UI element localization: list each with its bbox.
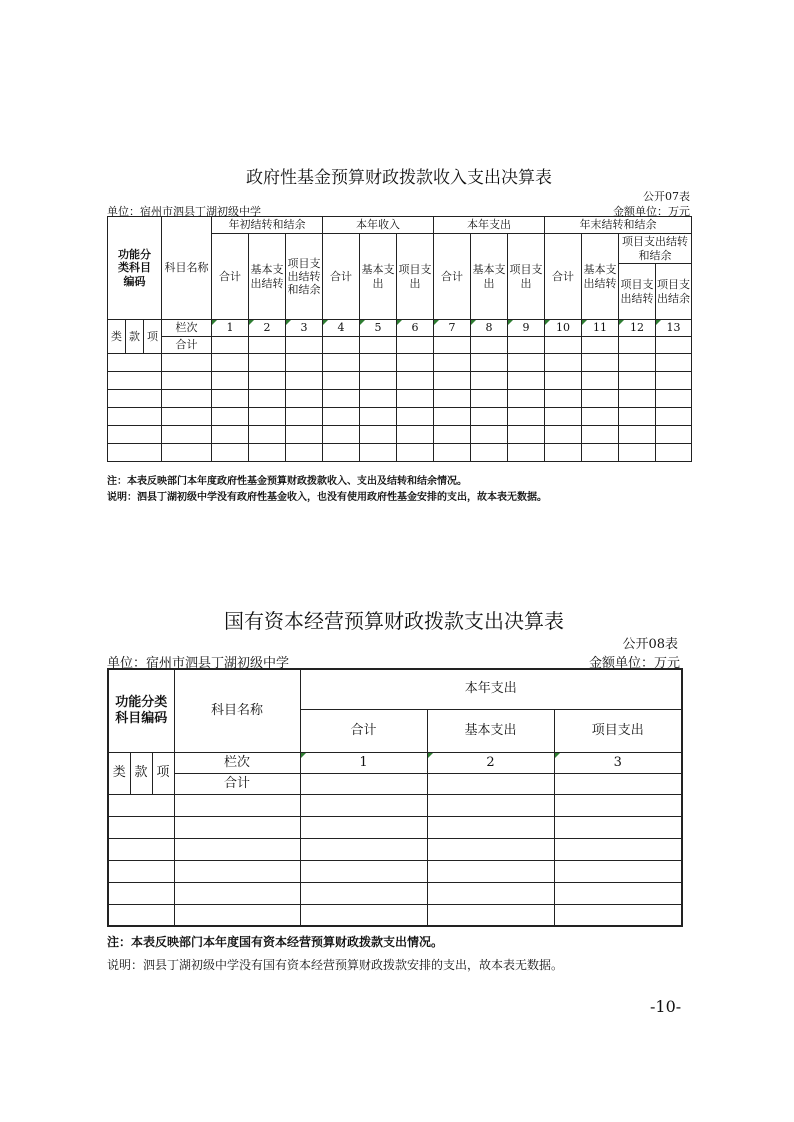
t1-h-project-out-3: 项目支出 [508,234,545,320]
t1-col-number: 4 [323,320,360,337]
t2-col-number: 3 [554,752,682,773]
t1-h-total-1: 合计 [212,234,249,320]
t1-kuan: 款 [126,320,144,354]
t1-col-number: 1 [212,320,249,337]
table2 [107,668,683,927]
t2-lanci: 栏次 [174,752,300,773]
table2-explanation: 说明：泗县丁湖初级中学没有国有资本经营预算财政拨款安排的支出，故本表无数据。 [107,958,564,972]
t1-col-number: 8 [471,320,508,337]
table1-title: 政府性基金预算财政拨款收入支出决算表 [246,168,552,188]
t1-total-row [108,337,692,354]
table1-amount-unit: 金额单位：万元 [613,205,690,218]
table1-unit: 单位：宿州市泗县丁湖初级中学 [107,205,261,218]
t1-xiang: 项 [144,320,162,354]
t2-group-expense: 本年支出 [300,669,682,709]
t1-lanci: 栏次 [162,320,212,337]
t2-heji: 合计 [174,773,300,794]
t1-func-code-header: 功能分类科目编码 [108,217,162,320]
t1-col-number: 13 [656,320,692,337]
t2-subject-name-header: 科目名称 [174,669,300,752]
t1-h-project-carry-short: 项目支出结转 [619,264,656,320]
table2-unit: 单位：宿州市泗县丁湖初级中学 [107,656,290,671]
table-row [108,904,682,926]
t1-col-number: 9 [508,320,545,337]
t1-h-total-2: 合计 [323,234,360,320]
table-row [108,372,692,390]
table-row [108,426,692,444]
t2-h-project-out: 项目支出 [554,709,682,752]
t2-total-row [108,773,682,794]
table2-title: 国有资本经营预算财政拨款支出决算表 [224,609,564,633]
t1-group-end: 年末结转和结余 [545,217,692,234]
t2-column-number-row [108,752,682,773]
table-row [108,354,692,372]
t1-group-begin: 年初结转和结余 [212,217,323,234]
t1-group-income: 本年收入 [323,217,434,234]
t1-h-total-3: 合计 [434,234,471,320]
t1-col-number: 11 [582,320,619,337]
table-row [108,408,692,426]
table-row [108,390,692,408]
table1 [107,216,692,462]
t1-h-project-out-2: 项目支出 [397,234,434,320]
t1-h-project-balance-short: 项目支出结余 [656,264,692,320]
table2-note: 注：本表反映部门本年度国有资本经营预算财政拨款支出情况。 [107,935,444,949]
table-row [108,882,682,904]
page-number: -10- [650,997,682,1016]
t1-h-basic-carry-1: 基本支出结转 [249,234,286,320]
t1-group-expense: 本年支出 [434,217,545,234]
t1-h-project-carry-balance: 项目支出结转和结余 [286,234,323,320]
table-row [108,444,692,462]
t1-h-project-carry: 项目支出结转和结余 [619,234,692,264]
t2-col-number: 2 [427,752,554,773]
table2-form-number: 公开08表 [622,637,678,652]
t1-column-number-row [108,320,692,337]
t1-h-basic-out-3: 基本支出 [471,234,508,320]
t1-heji: 合计 [162,337,212,354]
t1-lei: 类 [108,320,126,354]
t1-subject-name-header: 科目名称 [162,217,212,320]
table2-amount-unit: 金额单位：万元 [588,656,680,671]
t2-col-number: 1 [300,752,427,773]
t1-col-number: 10 [545,320,582,337]
table-row [108,794,682,816]
t2-h-total: 合计 [300,709,427,752]
t2-lei: 类 [108,752,130,794]
table-row [108,816,682,838]
table-row [108,838,682,860]
t2-kuan: 款 [130,752,152,794]
t1-h-basic-carry-4: 基本支出结转 [582,234,619,320]
t1-h-basic-out-2: 基本支出 [360,234,397,320]
t2-xiang: 项 [152,752,174,794]
t1-col-number: 2 [249,320,286,337]
table1-explanation: 说明：泗县丁湖初级中学没有政府性基金收入，也没有使用政府性基金安排的支出，故本表无数据。 [107,492,547,503]
t1-col-number: 12 [619,320,656,337]
t1-h-total-4: 合计 [545,234,582,320]
table-row [108,860,682,882]
t1-col-number: 5 [360,320,397,337]
t1-col-number: 7 [434,320,471,337]
table1-note: 注：本表反映部门本年度政府性基金预算财政拨款收入、支出及结转和结余情况。 [107,476,467,487]
t2-h-basic-out: 基本支出 [427,709,554,752]
t2-func-code-header: 功能分类科目编码 [108,669,174,752]
table1-form-number: 公开07表 [643,190,690,203]
t1-col-number: 3 [286,320,323,337]
t1-col-number: 6 [397,320,434,337]
